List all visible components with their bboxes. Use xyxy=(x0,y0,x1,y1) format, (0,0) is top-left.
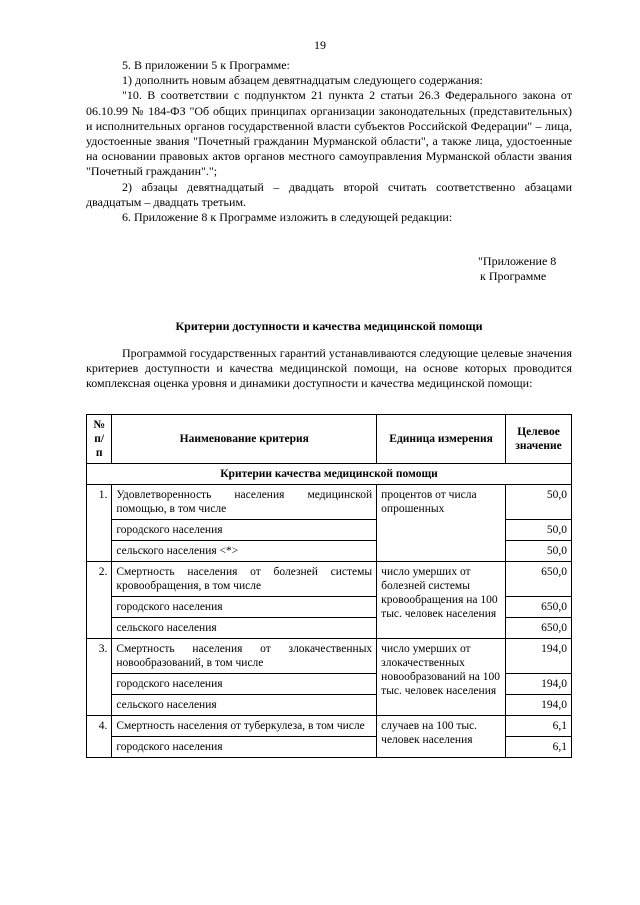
paragraph-item-5: 5. В приложении 5 к Программе: xyxy=(122,58,290,72)
row-name: Смертность населения от туберкулеза, в том числе xyxy=(112,716,377,737)
subrow-value: 50,0 xyxy=(506,520,572,541)
subrow-name: городского населения xyxy=(112,737,377,758)
row-name: Смертность населения от злокачественных новообразований, в том числе xyxy=(112,639,377,674)
row-unit: число умерших от злокачественных новообразований на 100 тыс. человек населения xyxy=(377,639,506,716)
page-number: 19 xyxy=(314,38,326,52)
row-num: 4. xyxy=(87,716,112,758)
subrow-value: 6,1 xyxy=(506,737,572,758)
table-row xyxy=(87,716,572,737)
subrow-value: 194,0 xyxy=(506,695,572,716)
row-unit: процентов от числа опрошенных xyxy=(377,485,506,562)
section-title: Критерии доступности и качества медицинской помощи xyxy=(175,319,483,333)
table-header-row xyxy=(87,415,572,464)
row-value: 50,0 xyxy=(506,485,572,520)
intro-paragraph: Программой государственных гарантий устанавливаются следующие целевые значения критериев доступности и качества медицинской помощи, на основе которых проводится комплексная оценка уровня и динамики доступности и качества медицинской помощи: xyxy=(86,346,572,391)
paragraph-item-6: 6. Приложение 8 к Программе изложить в следующей редакции: xyxy=(122,210,453,225)
paragraph-subitem-1: 1) дополнить новым абзацем девятнадцатым следующего содержания: xyxy=(122,73,483,88)
row-unit: случаев на 100 тыс. человек населения xyxy=(377,716,506,758)
amendment-text xyxy=(86,58,572,225)
row-num: 2. xyxy=(87,562,112,639)
header-num: № п/п xyxy=(87,415,112,464)
subrow-name: городского населения xyxy=(112,674,377,695)
subrow-value: 194,0 xyxy=(506,674,572,695)
paragraph-quoted-clause: "10. В соответствии с подпунктом 21 пункта 2 статьи 26.3 Федерального закона от 06.10.99 № 184-ФЗ "Об общих принципах организации законодательных (представительных) и исполнительных органов государственной власти субъектов Российской Федерации" – лица, удостоенные звания "Почетный гражданин Мурманской области", а также лица, удостоенные на основании правовых актов органов местного самоуправления Мурманской области звания "Почетный гражданин"."; xyxy=(86,88,572,179)
paragraph-subitem-2: 2) абзацы девятнадцатый – двадцать второй считать соответственно абзацами двадцатым – двадцать третьим. xyxy=(86,179,572,209)
table-row xyxy=(87,485,572,520)
criteria-table xyxy=(86,414,572,758)
subrow-value: 650,0 xyxy=(506,618,572,639)
row-name: Смертность населения от болезней системы кровообращения, в том числе xyxy=(112,562,377,597)
subrow-name: городского населения xyxy=(112,520,377,541)
subrow-value: 50,0 xyxy=(506,541,572,562)
table-row xyxy=(87,562,572,597)
header-target: Целевое значение xyxy=(506,415,572,464)
header-name: Наименование критерия xyxy=(112,415,377,464)
appendix-reference xyxy=(478,254,556,284)
group-title: Критерии качества медицинской помощи xyxy=(87,464,572,485)
row-value: 650,0 xyxy=(506,562,572,597)
table-group-row xyxy=(87,464,572,485)
row-unit: число умерших от болезней системы кровообращения на 100 тыс. человек населения xyxy=(377,562,506,639)
header-unit: Единица измерения xyxy=(377,415,506,464)
subrow-name: сельского населения xyxy=(112,695,377,716)
row-value: 194,0 xyxy=(506,639,572,674)
row-value: 6,1 xyxy=(506,716,572,737)
row-num: 1. xyxy=(87,485,112,562)
subrow-value: 650,0 xyxy=(506,597,572,618)
subrow-name: городского населения xyxy=(112,597,377,618)
subrow-name: сельского населения <*> xyxy=(112,541,377,562)
row-num: 3. xyxy=(87,639,112,716)
subrow-name: сельского населения xyxy=(112,618,377,639)
row-name: Удовлетворенность населения медицинской помощью, в том числе xyxy=(112,485,377,520)
appendix-ref-line1: "Приложение 8 xyxy=(478,254,557,268)
table-row xyxy=(87,639,572,674)
appendix-ref-line2: к Программе xyxy=(480,269,547,283)
